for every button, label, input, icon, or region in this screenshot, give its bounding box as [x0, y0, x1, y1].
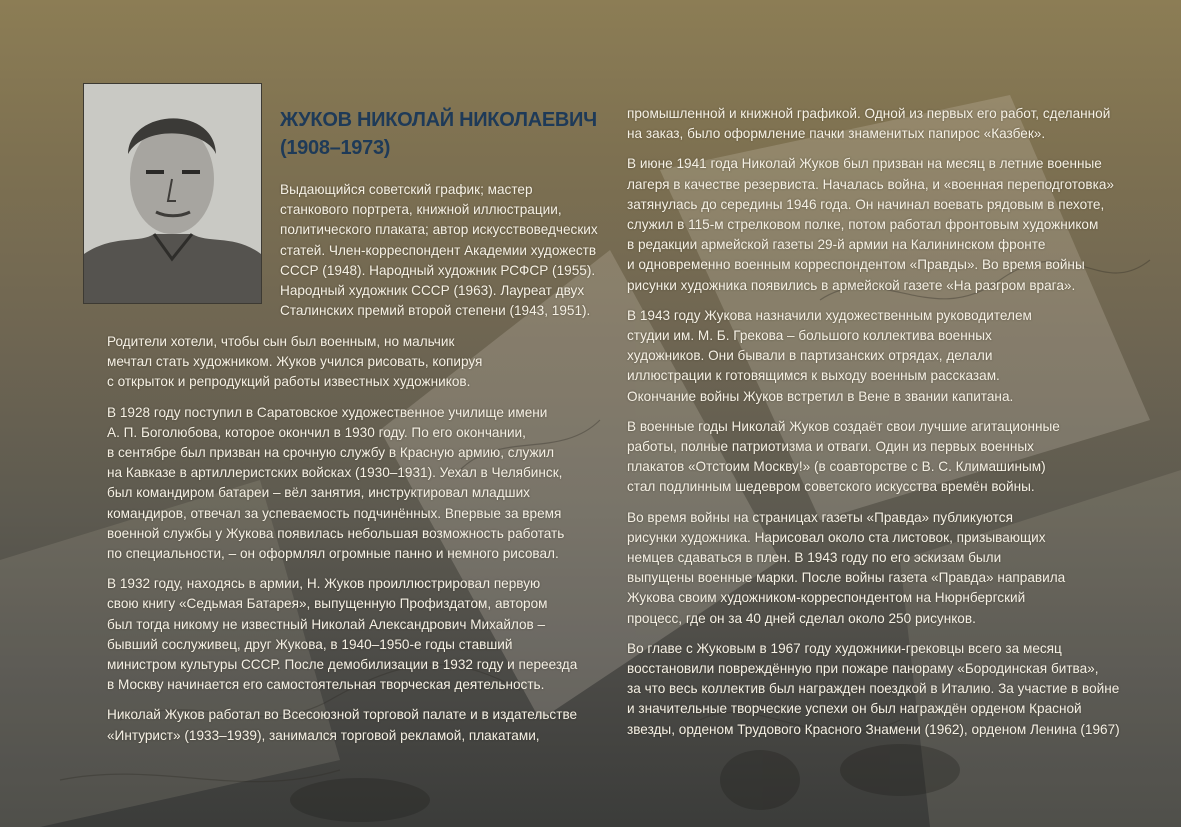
- paragraph-education: [107, 403, 612, 565]
- text-line: студии им. М. Б. Грекова – большого коллектива военных: [627, 328, 992, 344]
- text-line: В июне 1941 года Николай Жуков был призван на месяц в летние военные: [627, 156, 1102, 172]
- text-line: политического плаката; автор искусствоведческих: [280, 222, 598, 238]
- text-line: за что весь коллектив был награжден поездкой в Италию. За участие в войне: [627, 681, 1120, 697]
- text-line: «Интурист» (1933–1939), занимался торговой рекламой, плакатами,: [107, 727, 540, 743]
- right-text-column: [627, 104, 1157, 750]
- paragraph-panorama: [627, 639, 1157, 740]
- text-line: министром культуры СССР. После демобилизации в 1932 году и переезда: [107, 657, 578, 673]
- text-line: процесс, где он за 40 дней сделал около 250 рисунков.: [627, 610, 976, 626]
- paragraph-childhood: [107, 332, 612, 393]
- text-line: рисунки художника появились в армейской газете «На разгром врага».: [627, 277, 1076, 293]
- paragraph-grekov-studio: [627, 306, 1157, 407]
- text-line: немцев сдаваться в плен. В 1943 году по его эскизам были: [627, 550, 1002, 566]
- paragraph-posters: [627, 417, 1157, 498]
- text-line: восстановили повреждённую при пожаре панораму «Бородинская битва»,: [627, 661, 1099, 677]
- text-line: в Москву начинается его самостоятельная творческая деятельность.: [107, 677, 545, 693]
- text-line: Жукова своим художником-корреспондентом на Нюрнбергский: [627, 590, 1026, 606]
- person-name: ЖУКОВ НИКОЛАЙ НИКОЛАЕВИЧ: [280, 109, 597, 131]
- text-line: работы, полные патриотизма и отваги. Один из первых военных: [627, 439, 1034, 455]
- text-line: В военные годы Николай Жуков создаёт свои лучшие агитационные: [627, 418, 1060, 434]
- text-line: Во главе с Жуковым в 1967 году художники-грековцы всего за месяц: [627, 640, 1062, 656]
- paragraph-pravda: [627, 508, 1157, 629]
- text-line: станкового портрета, книжной иллюстрации,: [280, 202, 562, 218]
- paragraph-first-book: [107, 574, 612, 695]
- text-line: по специальности, – он оформлял огромные панно и немного рисовал.: [107, 546, 559, 562]
- text-line: Окончание войны Жуков встретил в Вене в звании капитана.: [627, 388, 1014, 404]
- paragraph-work-intourist: [107, 705, 612, 745]
- text-line: Народный художник СССР (1963). Лауреат двух: [280, 283, 585, 299]
- intro-summary: [280, 180, 610, 321]
- text-line: и значительные творческие успехи он был награждён орденом Красной: [627, 701, 1082, 717]
- text-line: в редакции армейской газеты 29-й армии на Калининском фронте: [627, 237, 1046, 253]
- text-line: звезды, орденом Трудового Красного Знамени (1962), орденом Ленина (1967): [627, 721, 1120, 737]
- text-line: стал подлинным шедевром советского искусства времён войны.: [627, 479, 1035, 495]
- text-line: командиров, отвечал за успеваемость подчинённых. Впервые за время: [107, 505, 562, 521]
- text-line: В 1932 году, находясь в армии, Н. Жуков проиллюстрировал первую: [107, 576, 541, 592]
- text-line: Родители хотели, чтобы сын был военным, но мальчик: [107, 334, 455, 349]
- life-years: (1908–1973): [280, 137, 391, 159]
- text-line: рисунки художника. Нарисовал около ста листовок, призывающих: [627, 529, 1046, 545]
- text-line: В 1943 году Жукова назначили художественным руководителем: [627, 307, 1032, 323]
- text-line: статей. Член-корреспондент Академии художеств: [280, 242, 597, 258]
- text-line: на заказ, было оформление пачки знаменитых папирос «Казбек».: [627, 126, 1046, 142]
- text-line: на Кавказе в артиллеристских войсках (1930–1931). Уехал в Челябинск,: [107, 465, 563, 481]
- text-line: В 1928 году поступил в Саратовское художественное училище имени: [107, 404, 548, 420]
- text-line: художников. Они бывали в партизанских отрядах, делали: [627, 348, 993, 364]
- text-line: иллюстрации к готовящимся к выходу военным рассказам.: [627, 368, 1000, 384]
- text-line: выпущены военные марки. После войны газета «Правда» направила: [627, 570, 1066, 586]
- text-line: промышленной и книжной графикой. Одной из первых его работ, сделанной: [627, 106, 1111, 121]
- text-line: Выдающийся советский график; мастер: [280, 182, 533, 197]
- text-line: и одновременно военным корреспондентом «Правды». Во время войны: [627, 257, 1085, 273]
- text-line: военной службы у Жукова появилась небольшая возможность работать: [107, 525, 565, 541]
- text-line: СССР (1948). Народный художник РСФСР (1955).: [280, 262, 596, 278]
- portrait-sketch: [84, 84, 261, 303]
- text-line: мечтал стать художником. Жуков учился рисовать, копируя: [107, 354, 483, 370]
- text-line: в сентябре был призван на срочную службу в Красную армию, служил: [107, 445, 555, 461]
- text-line: Во время войны на страницах газеты «Правда» публикуются: [627, 509, 1013, 525]
- text-line: плакатов «Отстоим Москву!» (в соавторстве с В. С. Климашиным): [627, 459, 1046, 475]
- text-line: был тогда никому не известный Николай Александрович Михайлов –: [107, 616, 546, 632]
- paragraph-kazbek: [627, 104, 1157, 144]
- text-line: бывший сослуживец, друг Жукова, в 1940–1950-е годы ставший: [107, 636, 513, 652]
- text-line: с открыток и репродукций работы известных художников.: [107, 374, 471, 390]
- paragraph-war-service: [627, 154, 1157, 295]
- text-line: Сталинских премий второй степени (1943, 1951).: [280, 303, 591, 319]
- text-line: лагеря в качестве резервиста. Началась война, и «военная переподготовка»: [627, 176, 1114, 192]
- portrait-image: [83, 83, 262, 304]
- biography-heading: [280, 106, 610, 162]
- text-line: был командиром батареи – вёл занятия, инструктировал младших: [107, 485, 530, 501]
- text-line: А. П. Боголюбова, которое окончил в 1930 году. По его окончании,: [107, 424, 526, 440]
- left-text-column: [107, 332, 612, 756]
- text-line: Николай Жуков работал во Всесоюзной торговой палате и в издательстве: [107, 707, 578, 723]
- text-line: затянулась до середины 1946 года. Он начинал воевать рядовым в пехоте,: [627, 196, 1105, 212]
- text-line: свою книгу «Седьмая Батарея», выпущенную Профиздатом, автором: [107, 596, 548, 612]
- text-line: служил в 115-м стрелковом полке, потом работал фронтовым художником: [627, 217, 1099, 233]
